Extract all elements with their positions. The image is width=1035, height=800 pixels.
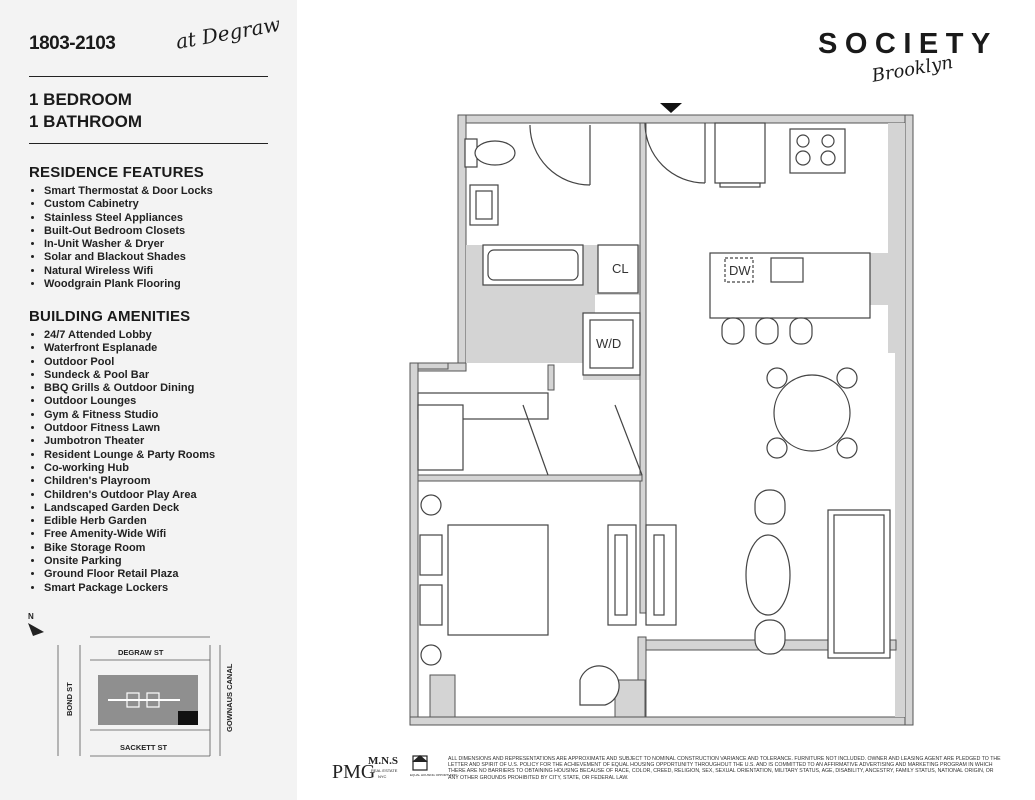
list-item: • Resident Lounge & Party Rooms — [44, 449, 215, 462]
entry-marker-icon — [660, 103, 682, 113]
footer-logos — [330, 752, 458, 788]
washer-dryer-label: W/D — [596, 336, 622, 351]
list-item: • Children's Playroom — [44, 475, 215, 488]
list-item: • Outdoor Pool — [44, 356, 215, 369]
stove-icon — [790, 129, 845, 173]
brand-logo: SOCIETY — [818, 28, 998, 60]
pmg-logo: PMG — [332, 761, 376, 783]
list-item: • Free Amenity-Wide Wifi — [44, 528, 215, 541]
list-item: • Gym & Fitness Studio — [44, 409, 215, 422]
building-amenities-title: BUILDING AMENITIES — [29, 308, 191, 325]
list-item: • Co-working Hub — [44, 462, 215, 475]
list-item: • Edible Herb Garden — [44, 515, 215, 528]
list-item: • Outdoor Fitness Lawn — [44, 422, 215, 435]
residence-features-list — [29, 185, 213, 291]
floor-plan — [400, 95, 920, 735]
closet-label: CL — [612, 261, 629, 276]
bed-icon — [448, 525, 548, 635]
list-item: • Waterfront Esplanade — [44, 342, 215, 355]
dining-table-icon — [774, 375, 850, 451]
list-item: • Solar and Blackout Shades — [44, 251, 213, 264]
sidebar — [0, 0, 297, 800]
north-arrow-icon — [28, 623, 44, 636]
list-item: • Smart Thermostat & Door Locks — [44, 185, 213, 198]
dishwasher-label: DW — [729, 263, 751, 278]
divider — [29, 76, 268, 77]
list-item: • Stainless Steel Appliances — [44, 212, 213, 225]
location-script: at Degraw — [173, 11, 283, 54]
north-label: N — [28, 612, 34, 621]
street-label-left: BOND ST — [65, 682, 74, 716]
list-item: • Onsite Parking — [44, 555, 215, 568]
list-item: • Outdoor Lounges — [44, 395, 215, 408]
list-item: • BBQ Grills & Outdoor Dining — [44, 382, 215, 395]
street-label-top: DEGRAW ST — [118, 648, 164, 657]
list-item: • Woodgrain Plank Flooring — [44, 278, 213, 291]
list-item: • Custom Cabinetry — [44, 198, 213, 211]
list-item: • Smart Package Lockers — [44, 582, 215, 595]
svg-text:EQUAL HOUSING OPPORTUNITY: EQUAL HOUSING OPPORTUNITY — [410, 773, 458, 777]
divider — [29, 143, 268, 144]
list-item: • In-Unit Washer & Dryer — [44, 238, 213, 251]
svg-text:NYC: NYC — [378, 774, 387, 779]
list-item: • Bike Storage Room — [44, 542, 215, 555]
coffee-table-icon — [746, 535, 790, 615]
street-label-bottom: SACKETT ST — [120, 743, 168, 752]
building-amenities-list — [29, 329, 215, 595]
street-label-right: GOWNAUS CANAL — [225, 663, 234, 732]
brand-sub: Brooklyn — [870, 51, 955, 87]
list-item: • Jumbotron Theater — [44, 435, 215, 448]
residence-features-title: RESIDENCE FEATURES — [29, 164, 205, 181]
svg-text:REAL ESTATE: REAL ESTATE — [371, 768, 398, 773]
list-item: • Ground Floor Retail Plaza — [44, 568, 215, 581]
list-item: • Children's Outdoor Play Area — [44, 489, 215, 502]
list-item: • Natural Wireless Wifi — [44, 265, 213, 278]
chair-icon — [580, 666, 619, 705]
kitchen-sink-icon — [771, 258, 803, 282]
bathroom-count: 1 BATHROOM — [29, 112, 143, 131]
unit-number: 1803-2103 — [29, 33, 116, 54]
list-item: • Sundeck & Pool Bar — [44, 369, 215, 382]
fridge-icon — [715, 123, 765, 183]
bedroom-count: 1 BEDROOM — [29, 90, 132, 109]
list-item: • Landscaped Garden Deck — [44, 502, 215, 515]
site-map — [20, 608, 290, 768]
mns-logo: M.N.S — [368, 755, 398, 767]
disclaimer: ALL DIMENSIONS AND REPRESENTATIONS ARE APPROXIMATE AND SUBJECT TO NOMINAL CONSTRUCTION VARIANCE AND TOLERANCE. FURNITURE NOT INCLUDED. OWNER AND LEASING AGENT ARE PLEDGED TO THE LETTER AND SPIRIT OF U.S. POLICY FOR THE ACHIEVEMENT OF EQUAL HOUSING OPPORTUNITY THROUGHOUT THE U.S. AND IS COMMITTED TO AN AFFIRMATIVE ADVERTISING AND MARKETING PROGRAM IN WHICH THERE ARE NO BARRIERS TO OBTAINING HOUSING BECAUSE OF RACE, COLOR, CREED, RELIGION, SEX, SEXUAL ORIENTATION, MILITARY STATUS, AGE, DISABILITY, ANCESTRY, FAMILY STATUS, NATIONAL ORIGIN, OR ANY OTHER GROUNDS PROHIBITED BY CITY, STATE, OR FEDERAL LAW. — [448, 756, 1001, 781]
list-item: • Built-Out Bedroom Closets — [44, 225, 213, 238]
list-item: • 24/7 Attended Lobby — [44, 329, 215, 342]
